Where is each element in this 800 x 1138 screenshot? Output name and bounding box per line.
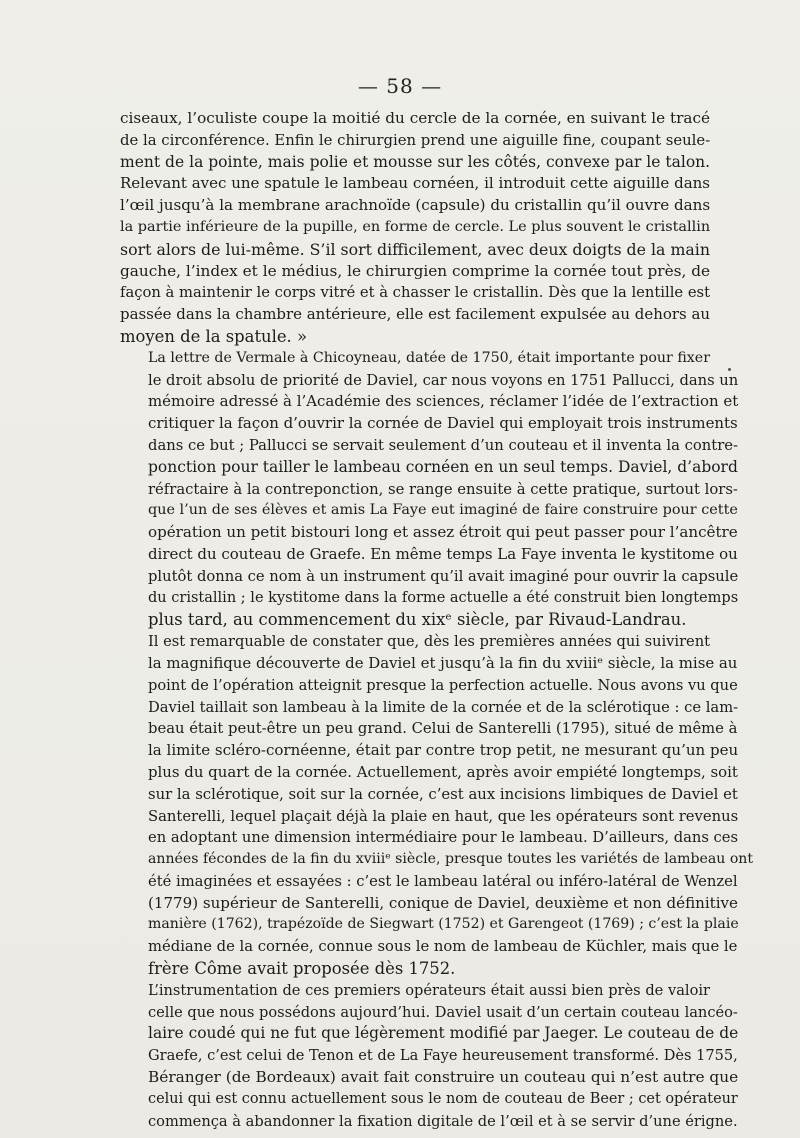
- text-line: Daviel taillait son lambeau à la limite de la cornée et de la sclérotique : ce lam-: [148, 698, 739, 716]
- text-line: manière (1762), trapézoïde de Siegwart (1752) et Garengeot (1769) ; c’est la plaie: [148, 916, 739, 933]
- text-line: plus du quart de la cornée. Actuellement, après avoir empiété longtemps, soit: [148, 762, 738, 781]
- text-line: Santerelli, lequel plaçait déjà la plaie en haut, que les opérateurs sont revenus: [148, 807, 739, 825]
- text-line: commença à abandonner la fixation digitale de l’œil et à se servir d’une érigne.: [148, 1112, 738, 1130]
- text-line: La lettre de Vermale à Chicoyneau, datée de 1750, était importante pour fixer: [148, 349, 710, 366]
- text-line: été imaginées et essayées : c’est le lambeau latéral ou inféro-latéral de Wenzel: [148, 872, 738, 890]
- text-line: que l’un de ses élèves et amis La Faye eut imaginé de faire construire pour cette: [148, 502, 738, 519]
- text-line: gauche, l’index et le médius, le chirurgien comprime la cornée tout près, de: [120, 261, 710, 280]
- text-line: mémoire adressé à l’Académie des sciences, réclamer l’idée de l’extraction et: [148, 392, 739, 411]
- text-line: de la circonférence. Enfin le chirurgien prend une aiguille fine, coupant seule-: [120, 131, 711, 149]
- page-number: — 58 —: [357, 74, 443, 98]
- text-line: réfractaire à la contreponction, se range ensuite à cette pratique, surtout lors-: [148, 480, 738, 498]
- text-line: médiane de la cornée, connue sous le nom de lambeau de Küchler, mais que le: [148, 938, 738, 956]
- paragraph: [120, 631, 754, 980]
- text-line: frère Côme avait proposée dès 1752.: [148, 959, 456, 979]
- text-line: ment de la pointe, mais polie et mousse sur les côtés, convexe par le talon.: [120, 152, 711, 171]
- text-line: point de l’opération atteignit presque la perfection actuelle. Nous avons vu que: [148, 676, 738, 694]
- text-line: opération un petit bistouri long et assez étroit qui peut passer pour l’ancêtre: [148, 523, 738, 542]
- text-line: direct du couteau de Graefe. En même temps La Faye inventa le kystitome ou: [148, 544, 738, 563]
- text-line: sort alors de lui-même. S’il sort difficilement, avec deux doigts de la main: [120, 239, 710, 259]
- text-line: la partie inférieure de la pupille, en forme de cercle. Le plus souvent le cristallin: [120, 218, 711, 235]
- text-line: celui qui est connu actuellement sous le nom de couteau de Beer ; cet opérateur: [148, 1090, 738, 1107]
- text-line: Graefe, c’est celui de Tenon et de La Faye heureusement transformé. Dès 1755,: [148, 1047, 738, 1065]
- text-line: Relevant avec une spatule le lambeau cornéen, il introduit cette aiguille dans: [120, 174, 710, 193]
- text-line: le droit absolu de priorité de Daviel, car nous voyons en 1751 Pallucci, dans un: [148, 371, 739, 389]
- paragraph: [120, 108, 710, 348]
- text-line: la limite scléro-cornéenne, était par contre trop petit, ne mesurant qu’un peu: [148, 741, 739, 760]
- text-line: ciseaux, l’oculiste coupe la moitié du cercle de la cornée, en suivant le tracé: [120, 109, 710, 127]
- text-line: façon à maintenir le corps vitré et à chasser le cristallin. Dès que la lentille est: [120, 284, 711, 302]
- text-line: dans ce but ; Pallucci se servait seulement d’un couteau et il inventa la contre-: [148, 436, 738, 454]
- text-line: L’instrumentation de ces premiers opérateurs était aussi bien près de valoir: [148, 981, 710, 999]
- text-line: beau était peut-être un peu grand. Celui de Santerelli (1795), situé de même à: [148, 720, 738, 738]
- text-line: celle que nous possédons aujourd’hui. Daviel usait d’un certain couteau lancéo-: [148, 1003, 738, 1021]
- text-line: en adoptant une dimension intermédiaire pour le lambeau. D’ailleurs, dans ces: [148, 829, 739, 847]
- paragraph: [120, 348, 739, 631]
- text-line: ponction pour tailler le lambeau cornéen en un seul temps. Daviel, d’abord: [148, 457, 738, 476]
- text-line: Il est remarquable de constater que, dès les premières années qui suivirent: [148, 633, 710, 651]
- text-line: sur la sclérotique, soit sur la cornée, c’est aux incisions limbiques de Daviel et: [148, 785, 738, 803]
- text-line: plus tard, au commencement du xixᵉ siècle, par Rivaud-Landrau.: [148, 610, 687, 630]
- paragraph: [120, 980, 739, 1133]
- text-line: (1779) supérieur de Santerelli, conique de Daviel, deuxième et non définitive: [148, 893, 738, 912]
- text-line: passée dans la chambre antérieure, elle est facilement expulsée au dehors au: [120, 305, 710, 324]
- text-line: laire coudé qui ne fut que légèrement modifié par Jaeger. Le couteau de de: [148, 1024, 739, 1043]
- text-line: du cristallin ; le kystitome dans la forme actuelle a été construit bien longtemps: [148, 589, 739, 606]
- text-line: critiquer la façon d’ouvrir la cornée de Daviel qui employait trois instruments: [148, 414, 738, 433]
- text-line: la magnifique découverte de Daviel et jusqu’à la fin du xviiiᵉ siècle, la mise au: [148, 653, 738, 672]
- text-line: Béranger (de Bordeaux) avait fait construire un couteau qui n’est autre que: [148, 1068, 739, 1087]
- text-line: l’œil jusqu’à la membrane arachnoïde (capsule) du cristallin qu’il ouvre dans: [120, 196, 711, 215]
- body-text: [120, 108, 754, 1132]
- text-line: années fécondes de la fin du xviiiᵉ siècle, presque toutes les variétés de lambeau ont: [148, 851, 754, 868]
- text-line: plutôt donna ce nom à un instrument qu’il avait imaginé pour ouvrir la capsule: [148, 567, 739, 585]
- text-line: moyen de la spatule. »: [120, 326, 307, 346]
